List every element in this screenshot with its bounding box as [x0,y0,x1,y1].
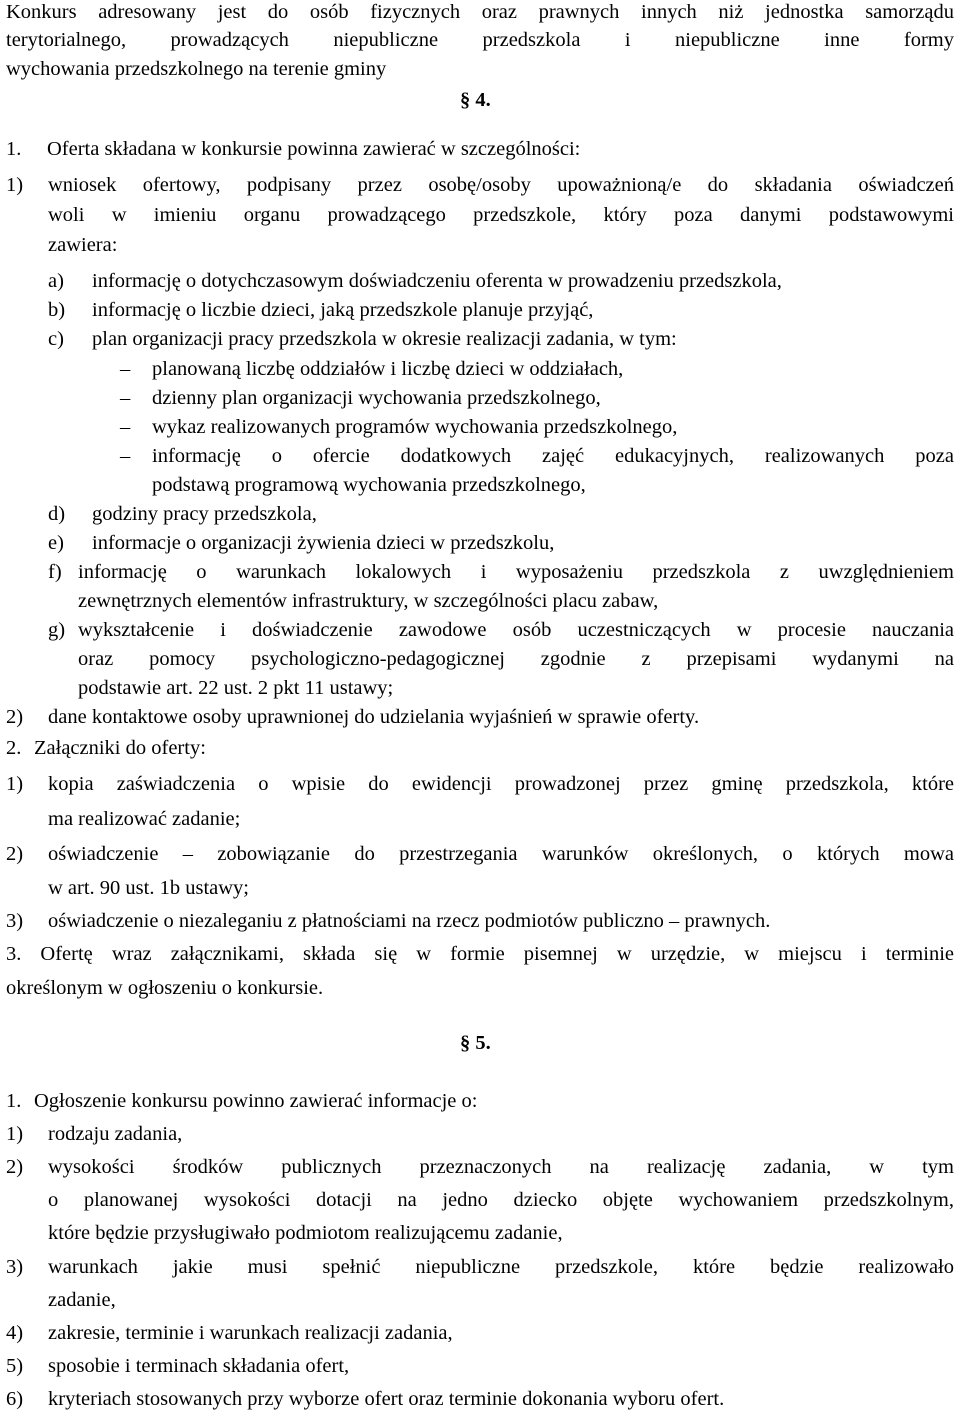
list-item-f-line-1: informację o warunkach lokalowych i wyposażeniu przedszkola z uwzględnieniem [78,561,954,583]
dash-bullet: – [120,387,131,409]
s4-p1-i1-number: 1) [6,174,24,196]
list-item-c-text: plan organizacji pracy przedszkola w okresie realizacji zadania, w tym: [92,328,677,350]
dash-bullet: – [120,416,131,438]
s5-p1-i3-line-1: warunkach jakie musi spełnić niepubliczne przedszkole, które będzie realizowało [48,1256,954,1278]
section-4-heading: § 4. [460,89,491,111]
s4-p2-number: 2. [6,737,22,759]
list-item-f-number: f) [48,561,62,583]
list-item-b-number: b) [48,299,66,321]
s5-p1-i1-number: 1) [6,1123,24,1145]
list-item-d-number: d) [48,503,66,525]
dash-item-2: dzienny plan organizacji wychowania przedszkolnego, [152,387,601,409]
s4-p2-i1-line-2: ma realizować zadanie; [48,808,241,830]
s5-p1-i6-text: kryteriach stosowanych przy wyborze ofert oraz terminie dokonania wyboru ofert. [48,1388,725,1410]
s5-p1-i2-line-3: które będzie przysługiwało podmiotom realizującemu zadanie, [48,1222,563,1244]
s4-p2-i2-line-2: w art. 90 ust. 1b ustawy; [48,877,249,899]
s4-p1-i1-line-2: woli w imieniu organu prowadzącego przedszkole, który poza danymi podstawowymi [48,204,954,226]
s5-p1-i1-text: rodzaju zadania, [48,1123,183,1145]
s5-p1-i5-number: 5) [6,1355,24,1377]
s4-p1-i2-text: dane kontaktowe osoby uprawnionej do udzielania wyjaśnień w sprawie oferty. [48,706,700,728]
s4-p2-i3-text: oświadczenie o niezaleganiu z płatnościami na rzecz podmiotów publiczno – prawnych. [48,910,771,932]
list-item-f-line-2: zewnętrznych elementów infrastruktury, w szczególności placu zabaw, [78,590,659,612]
dash-bullet: – [120,445,131,467]
s4-p1-number: 1. [6,138,22,160]
s4-p2-text: Załączniki do oferty: [34,737,206,759]
s5-p1-i2-number: 2) [6,1156,24,1178]
s4-p3-line-2: określonym w ogłoszeniu o konkursie. [6,977,324,999]
s4-p2-i2-line-1: oświadczenie – zobowiązanie do przestrzegania warunków określonych, o których mowa [48,843,954,865]
dash-bullet: – [120,358,131,380]
s5-p1-i5-text: sposobie i terminach składania ofert, [48,1355,350,1377]
intro-line-3: wychowania przedszkolnego na terenie gminy [6,58,387,80]
list-item-d-text: godziny pracy przedszkola, [92,503,317,525]
dash-item-1: planowaną liczbę oddziałów i liczbę dzieci w oddziałach, [152,358,624,380]
list-item-g-line-1: wykształcenie i doświadczenie zawodowe osób uczestniczących w procesie nauczania [78,619,954,641]
s4-p2-i1-line-1: kopia zaświadczenia o wpisie do ewidencji prowadzonej przez gminę przedszkola, które [48,773,954,795]
intro-line-2: terytorialnego, prowadzących niepubliczne przedszkola i niepubliczne inne formy [6,29,954,51]
s5-p1-i2-line-2: o planowanej wysokości dotacji na jedno dziecko objęte wychowaniem przedszkolnym, [48,1189,954,1211]
s4-p2-i1-number: 1) [6,773,24,795]
list-item-g-number: g) [48,619,66,641]
s5-p1-i6-number: 6) [6,1388,24,1410]
s5-p1-i2-line-1: wysokości środków publicznych przeznaczonych na realizację zadania, w tym [48,1156,954,1178]
intro-line-1: Konkurs adresowany jest do osób fizycznych oraz prawnych innych niż jednostka samorządu [6,1,954,23]
dash-item-4: informację o ofercie dodatkowych zajęć edukacyjnych, realizowanych poza [152,445,954,467]
list-item-c-number: c) [48,328,64,350]
s5-p1-i4-text: zakresie, terminie i warunkach realizacji zadania, [48,1322,453,1344]
list-item-b-text: informację o liczbie dzieci, jaką przedszkole planuje przyjąć, [92,299,594,321]
s5-p1-i4-number: 4) [6,1322,24,1344]
s4-p1-i2-number: 2) [6,706,24,728]
s5-p1-i3-line-2: zadanie, [48,1289,116,1311]
s4-p1-text: Oferta składana w konkursie powinna zawierać w szczególności: [47,138,581,160]
dash-item-4-continuation: podstawą programową wychowania przedszkolnego, [152,474,586,496]
s4-p2-i3-number: 3) [6,910,24,932]
s4-p1-i1-line-1: wniosek ofertowy, podpisany przez osobę/osoby upoważnioną/e do składania oświadczeń [48,174,954,196]
dash-item-3: wykaz realizowanych programów wychowania przedszkolnego, [152,416,678,438]
s4-p1-i1-line-3: zawiera: [48,234,118,256]
list-item-e-number: e) [48,532,64,554]
section-5-heading: § 5. [460,1032,491,1054]
list-item-a-text: informację o dotychczasowym doświadczeniu oferenta w prowadzeniu przedszkola, [92,270,782,292]
s4-p2-i2-number: 2) [6,843,24,865]
s5-p1-i3-number: 3) [6,1256,24,1278]
s4-p3-line-1: 3. Ofertę wraz załącznikami, składa się w formie pisemnej w urzędzie, w miejscu i terminie [6,943,954,965]
s5-p1-text: Ogłoszenie konkursu powinno zawierać informacje o: [34,1090,478,1112]
list-item-e-text: informacje o organizacji żywienia dzieci w przedszkolu, [92,532,555,554]
list-item-a-number: a) [48,270,64,292]
list-item-g-line-3: podstawie art. 22 ust. 2 pkt 11 ustawy; [78,677,394,699]
list-item-g-line-2: oraz pomocy psychologiczno-pedagogicznej zgodnie z przepisami wydanymi na [78,648,954,670]
s5-p1-number: 1. [6,1090,22,1112]
